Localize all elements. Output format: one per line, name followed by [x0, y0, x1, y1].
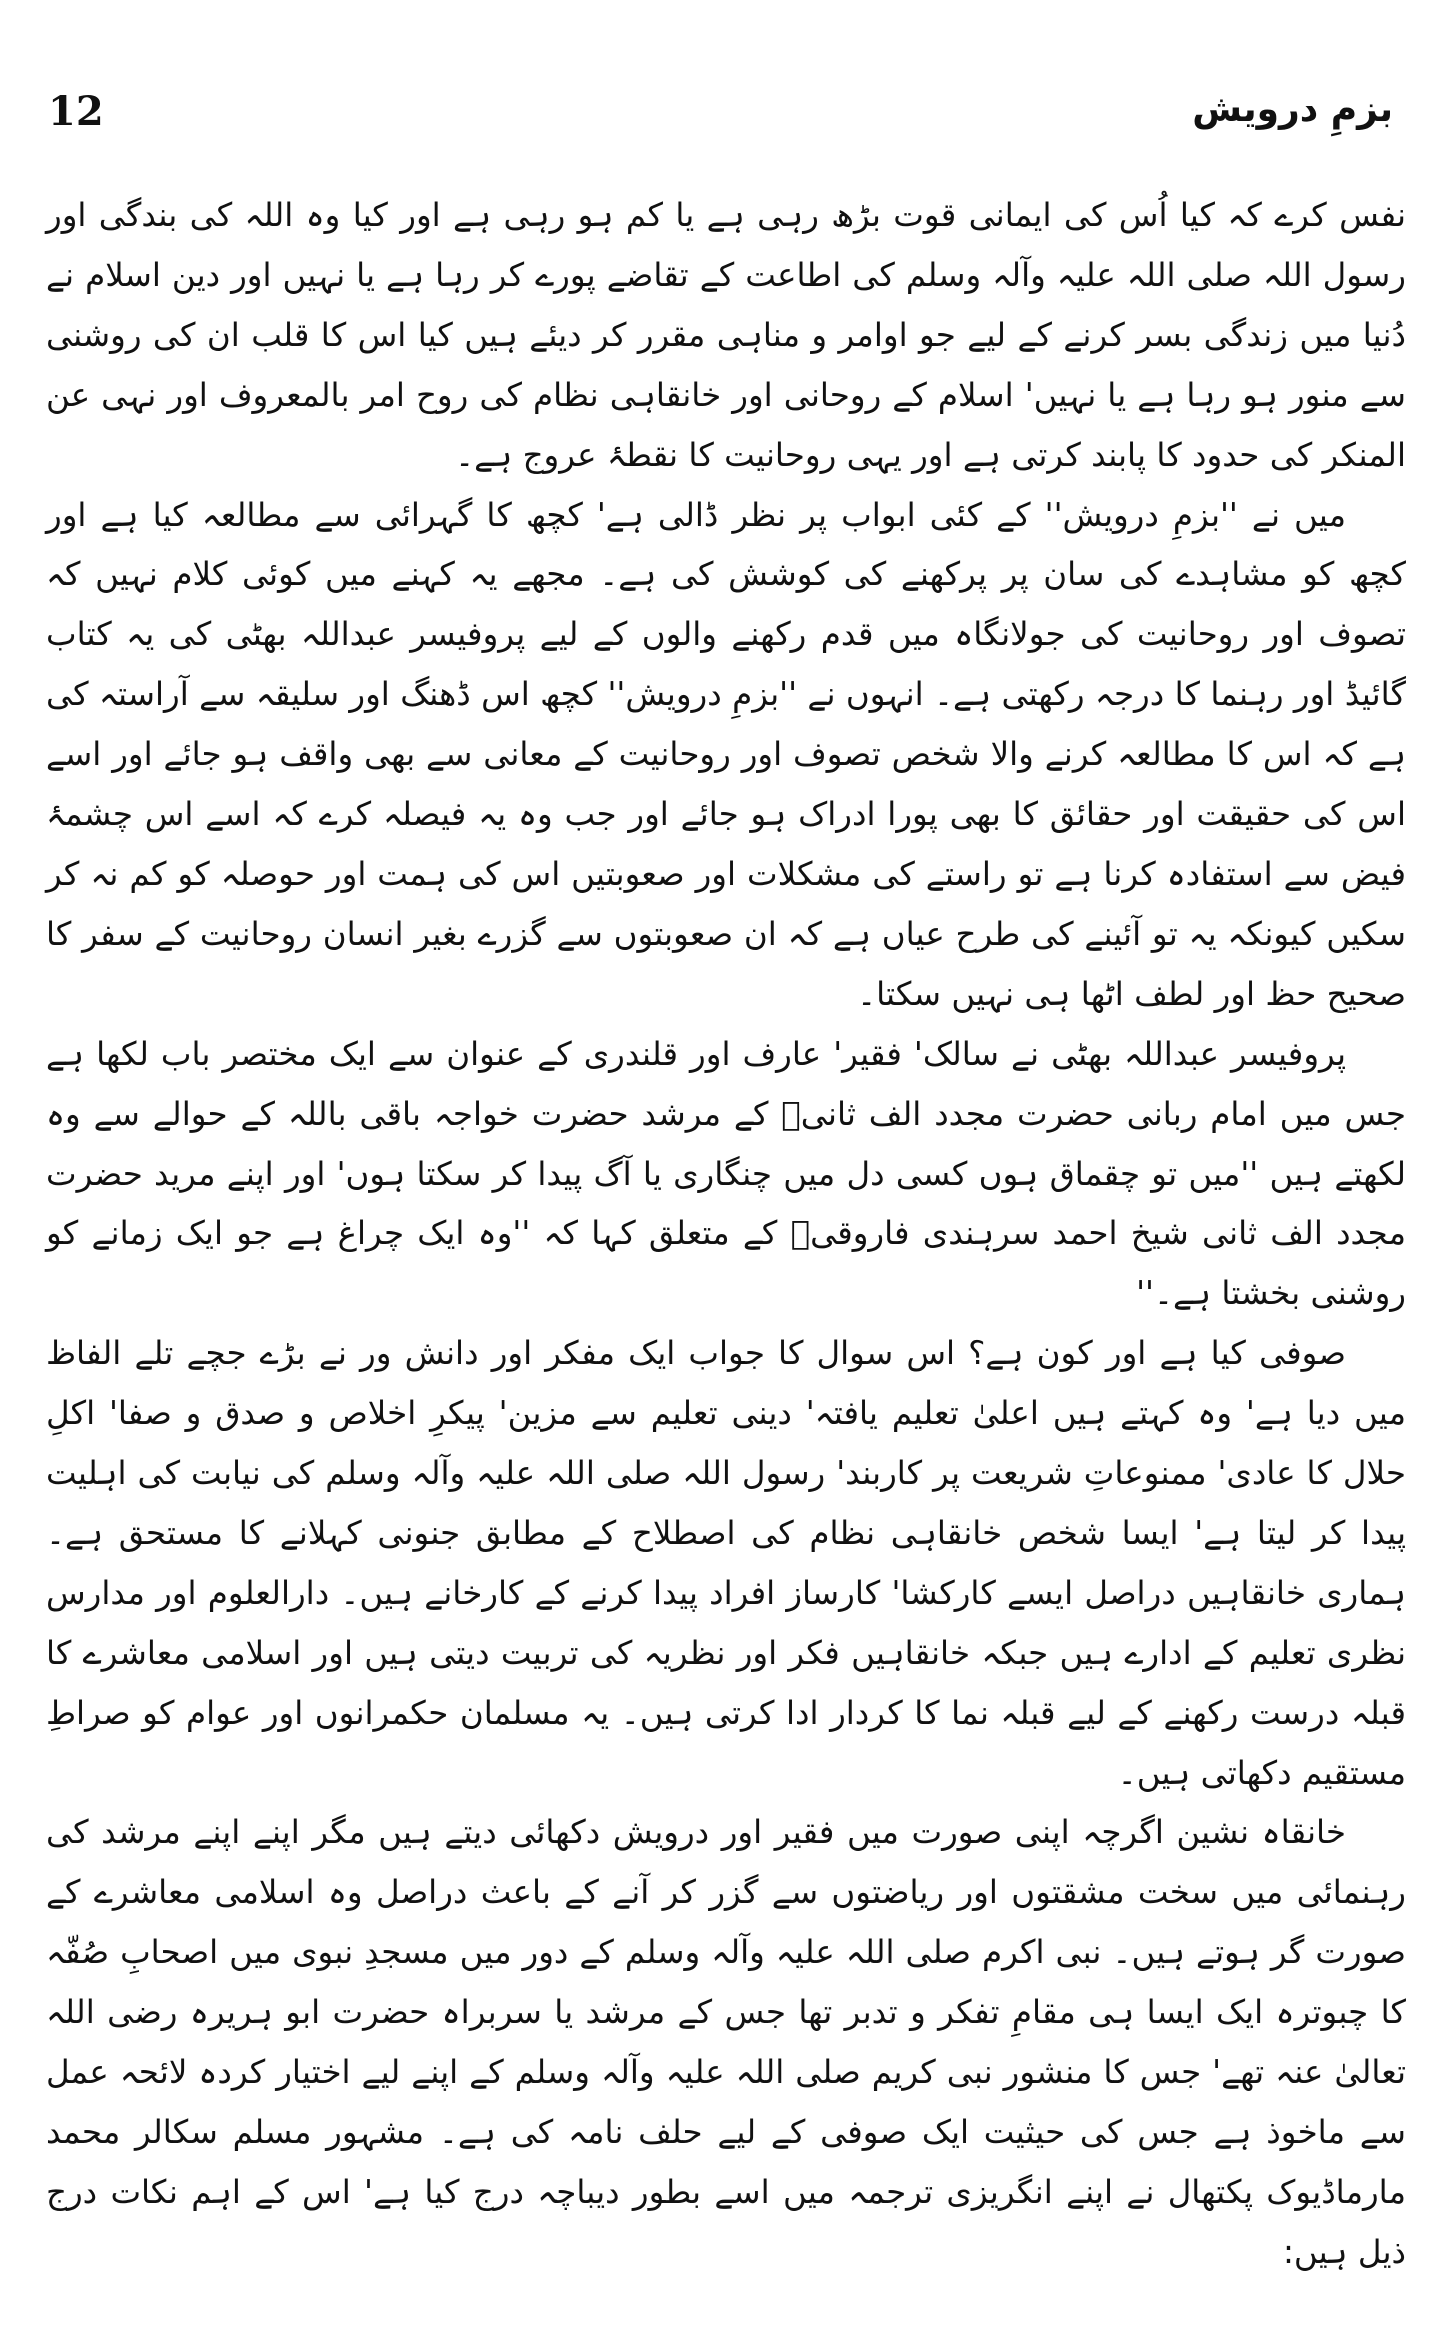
paragraph-1: نفس کرے کہ کیا اُس کی ایمانی قوت بڑھ رہی ہے یا کم ہو رہی ہے اور کیا وہ اللہ کی بندگی اور رسول اللہ صلی اللہ علیہ وآلہ وسلم کی اطاعت کے تقاضے پورے کر رہا ہے یا نہیں اور دین اسلام نے دُنیا میں زندگی بسر کرنے کے لیے جو اوامر و مناہی مقرر کر دیئے ہیں کیا اس کا قلب ان کی روشنی سے منور ہو رہا ہے یا نہیں' اسلام کے روحانی اور خانقاہی نظام کی روح امر بالمعروف اور نہی عن المنکر کی حدود کا پابند کرتی ہے اور یہی روحانیت کا نقطۂ عروج ہے۔ — [46, 196, 1406, 474]
paragraph-2: میں نے ''بزمِ درویش'' کے کئی ابواب پر نظر ڈالی ہے' کچھ کا گہرائی سے مطالعہ کیا ہے اور کچھ کو مشاہدے کی سان پر پرکھنے کی کوشش کی ہے۔ مجھے یہ کہنے میں کوئی کلام نہیں کہ تصوف اور روحانیت کی جولانگاہ میں قدم رکھنے والوں کے لیے پروفیسر عبداللہ بھٹی کی یہ کتاب گائیڈ اور رہنما کا درجہ رکھتی ہے۔ انہوں نے ''بزمِ درویش'' کچھ اس ڈھنگ اور سلیقہ سے آراستہ کی ہے کہ اس کا مطالعہ کرنے والا شخص تصوف اور روحانیت کے معانی سے بھی واقف ہو جائے اور اسے اس کی حقیقت اور حقائق کا بھی پورا ادراک ہو جائے اور جب وہ یہ فیصلہ کرے کہ اسے اس چشمۂ فیض سے استفادہ کرنا ہے تو راستے کی مشکلات اور صعوبتیں اس کی ہمت اور حوصلہ کو کم نہ کر سکیں کیونکہ یہ تو آئینے کی طرح عیاں ہے کہ ان صعوبتوں سے گزرے بغیر انسان روحانیت کے سفر کا صحیح حظ اور لطف اٹھا ہی نہیں سکتا۔ — [46, 495, 1406, 1013]
paragraph-4: صوفی کیا ہے اور کون ہے؟ اس سوال کا جواب ایک مفکر اور دانش ور نے بڑے جچے تلے الفاظ میں دیا ہے' وہ کہتے ہیں اعلیٰ تعلیم یافتہ' دینی تعلیم سے مزین' پیکرِ اخلاص و صدق و صفا' اکلِ حلال کا عادی' ممنوعاتِ شریعت پر کاربند' رسول اللہ صلی اللہ علیہ وآلہ وسلم کی نیابت کی اہلیت پیدا کر لیتا ہے' ایسا شخص خانقاہی نظام کی اصطلاح کے مطابق جنونی کہلانے کا مستحق ہے۔ ہماری خانقاہیں دراصل ایسے کارکشا' کارساز افراد پیدا کرنے کے کارخانے ہیں۔ دارالعلوم اور مدارس نظری تعلیم کے ادارے ہیں جبکہ خانقاہیں فکر اور نظریہ کی تربیت دیتی ہیں اور اسلامی معاشرے کا قبلہ درست رکھنے کے لیے قبلہ نما کا کردار ادا کرتی ہیں۔ یہ مسلمان حکمرانوں اور عوام کو صراطِ مستقیم دکھاتی ہیں۔ — [46, 1334, 1406, 1792]
paragraph-5: خانقاہ نشین اگرچہ اپنی صورت میں فقیر اور درویش دکھائی دیتے ہیں مگر اپنے اپنے مرشد کی رہنمائی میں سخت مشقتوں اور ریاضتوں سے گزر کر آنے کے باعث دراصل وہ اسلامی معاشرے کے صورت گر ہوتے ہیں۔ نبی اکرم صلی اللہ علیہ وآلہ وسلم کے دور میں مسجدِ نبوی میں اصحابِ صُفّہ کا چبوترہ ایک ایسا ہی مقامِ تفکر و تدبر تھا جس کے مرشد یا سربراہ حضرت ابو ہریرہ رضی اللہ تعالیٰ عنہ تھے' جس کا منشور نبی کریم صلی اللہ علیہ وآلہ وسلم کے اپنے لیے اختیار کردہ لائحہ عمل سے ماخوذ ہے جس کی حیثیت ایک صوفی کے لیے حلف نامہ کی ہے۔ مشہور مسلم سکالر محمد مارماڈیوک پکتھال نے اپنے انگریزی ترجمہ میں اسے بطور دیباچہ درج کیا ہے' اس کے اہم نکات درج ذیل ہیں: — [46, 1813, 1406, 2271]
page-number: 12 — [48, 88, 104, 135]
body-text — [46, 186, 1406, 2283]
paragraph-3: پروفیسر عبداللہ بھٹی نے سالک' فقیر' عارف اور قلندری کے عنوان سے ایک مختصر باب لکھا ہے جس میں امام ربانی حضرت مجدد الف ثانیؒ کے مرشد حضرت خواجہ باقی باللہ کے حوالے سے وہ لکھتے ہیں ''میں تو چقماق ہوں کسی دل میں چنگاری یا آگ پیدا کر سکتا ہوں' اور اپنے مرید حضرت مجدد الف ثانی شیخ احمد سرہندی فاروقیؒ کے متعلق کہا کہ ''وہ ایک چراغ ہے جو ایک زمانے کو روشنی بخشتا ہے۔'' — [46, 1034, 1406, 1313]
running-header-book-title: بزمِ درویش — [1192, 89, 1393, 130]
